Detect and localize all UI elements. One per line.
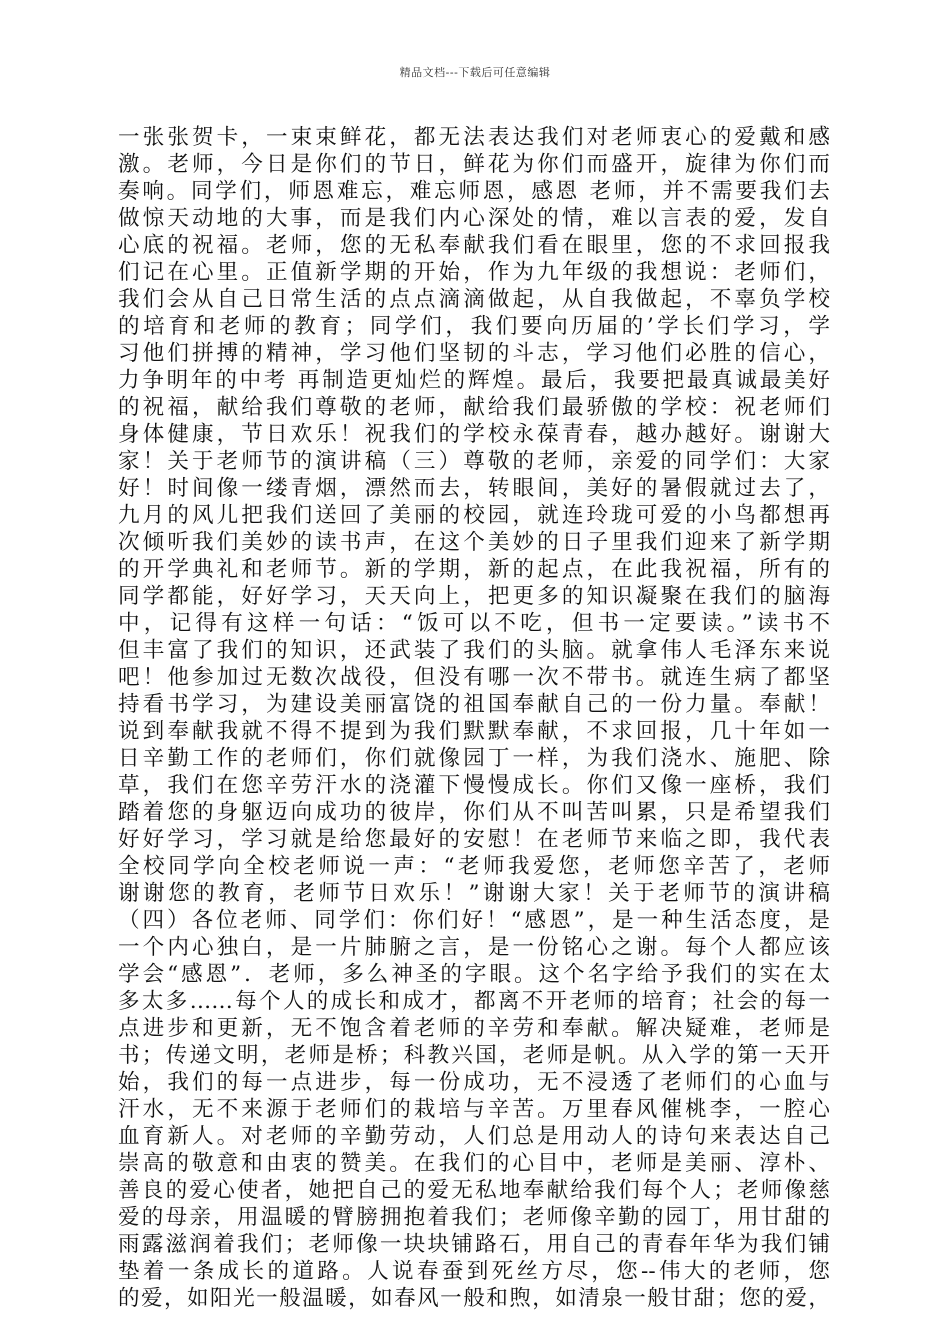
text-line: 的开学典礼和老师节。新的学期，新的起点，在此我祝福，所有的 bbox=[118, 557, 830, 582]
text-line: 说到奉献我就不得不提到为我们默默奉献，不求回报，几十年如一 bbox=[118, 719, 830, 744]
text-line: 吧！他参加过无数次战役，但没有哪一次不带书。就连生病了都坚 bbox=[118, 665, 830, 690]
text-line: 书；传递文明，老师是桥；科教兴国，老师是帆。从入学的第一天开 bbox=[118, 1043, 830, 1068]
text-line: 学会“感恩”．老师，多么神圣的字眼。这个名字给予我们的实在太 bbox=[118, 962, 830, 987]
text-line: 草，我们在您辛劳汗水的浇灌下慢慢成长。你们又像一座桥，我们 bbox=[118, 773, 830, 798]
text-line: 崇高的敬意和由衷的赞美。在我们的心目中，老师是美丽、淳朴、 bbox=[118, 1151, 830, 1176]
text-line: 的祝福，献给我们尊敬的老师，献给我们最骄傲的学校：祝老师们 bbox=[118, 395, 830, 420]
text-line: 习他们拼搏的精神，学习他们坚韧的斗志，学习他们必胜的信心， bbox=[118, 341, 830, 366]
text-line: （四）各位老师、同学们：你们好！“感恩”，是一种生活态度，是 bbox=[118, 908, 830, 933]
text-line: 多太多……每个人的成长和成才，都离不开老师的培育；社会的每一 bbox=[118, 989, 830, 1014]
text-line: 持看书学习，为建设美丽富饶的祖国奉献自己的一份力量。奉献！ bbox=[118, 692, 830, 717]
text-line: 次倾听我们美妙的读书声，在这个美妙的日子里我们迎来了新学期 bbox=[118, 530, 830, 555]
text-line: 全校同学向全校老师说一声：“老师我爱您，老师您辛苦了，老师 bbox=[118, 854, 830, 879]
body-text bbox=[118, 124, 830, 1312]
text-line: 好好学习，学习就是给您最好的安慰！在老师节来临之即，我代表 bbox=[118, 827, 830, 852]
text-line: 中，记得有这样一句话：“饭可以不吃，但书一定要读。”读书不 bbox=[118, 611, 830, 636]
text-line: 激。老师，今日是你们的节日，鲜花为你们而盛开，旋律为你们而 bbox=[118, 152, 830, 177]
text-line: 一张张贺卡，一束束鲜花，都无法表达我们对老师衷心的爱戴和感 bbox=[118, 125, 830, 150]
text-line: 家！关于老师节的演讲稿（三）尊敬的老师，亲爱的同学们：大家 bbox=[118, 449, 830, 474]
text-line: 奏响。同学们，师恩难忘，难忘师恩，感恩 老师，并不需要我们去 bbox=[118, 179, 830, 204]
text-line: 九月的风儿把我们送回了美丽的校园，就连玲珑可爱的小鸟都想再 bbox=[118, 503, 830, 528]
text-line: 的培育和老师的教育；同学们，我们要向历届的’学长们学习，学 bbox=[118, 314, 830, 339]
text-line: 雨露滋润着我们；老师像一块块铺路石，用自己的青春年华为我们铺 bbox=[118, 1232, 830, 1257]
text-line: 始，我们的每一点进步，每一份成功，无不浸透了老师们的心血与 bbox=[118, 1070, 830, 1095]
text-line: 身体健康，节日欢乐！祝我们的学校永葆青春，越办越好。谢谢大 bbox=[118, 422, 830, 447]
text-line: 血育新人。对老师的辛勤劳动，人们总是用动人的诗句来表达自己 bbox=[118, 1124, 830, 1149]
text-line: 好！时间像一缕青烟，漂然而去，转眼间，美好的暑假就过去了， bbox=[118, 476, 830, 501]
page-header: 精品文档---下载后可任意编辑 bbox=[399, 66, 551, 79]
text-line: 的爱，如阳光一般温暖，如春风一般和煦，如清泉一般甘甜；您的爱， bbox=[118, 1286, 830, 1311]
text-line: 善良的爱心使者，她把自己的爱无私地奉献给我们每个人；老师像慈 bbox=[118, 1178, 830, 1203]
text-line: 但丰富了我们的知识，还武装了我们的头脑。就拿伟人毛泽东来说 bbox=[118, 638, 830, 663]
text-line: 心底的祝福。老师，您的无私奉献我们看在眼里，您的不求回报我 bbox=[118, 233, 830, 258]
text-line: 同学都能，好好学习，天天向上，把更多的知识凝聚在我们的脑海 bbox=[118, 584, 830, 609]
text-line: 力争明年的中考 再制造更灿烂的辉煌。最后，我要把最真诚最美好 bbox=[118, 368, 830, 393]
text-line: 汗水，无不来源于老师们的栽培与辛苦。万里春风催桃李，一腔心 bbox=[118, 1097, 830, 1122]
text-line: 点进步和更新，无不饱含着老师的辛劳和奉献。解决疑难，老师是 bbox=[118, 1016, 830, 1041]
text-line: 我们会从自己日常生活的点点滴滴做起，从自我做起，不辜负学校 bbox=[118, 287, 830, 312]
text-line: 日辛勤工作的老师们，你们就像园丁一样，为我们浇水、施肥、除 bbox=[118, 746, 830, 771]
text-line: 做惊天动地的大事，而是我们内心深处的情，难以言表的爱，发自 bbox=[118, 206, 830, 231]
text-line: 踏着您的身躯迈向成功的彼岸，你们从不叫苦叫累，只是希望我们 bbox=[118, 800, 830, 825]
text-line: 一个内心独白，是一片肺腑之言，是一份铭心之谢。每个人都应该 bbox=[118, 935, 830, 960]
text-line: 垫着一条成长的道路。人说春蚕到死丝方尽，您--伟大的老师，您 bbox=[118, 1259, 830, 1284]
text-line: 谢谢您的教育，老师节日欢乐！”谢谢大家！关于老师节的演讲稿 bbox=[118, 881, 830, 906]
text-line: 爱的母亲，用温暖的臂膀拥抱着我们；老师像辛勤的园丁，用甘甜的 bbox=[118, 1205, 830, 1230]
text-line: 们记在心里。正值新学期的开始，作为九年级的我想说：老师们， bbox=[118, 260, 830, 285]
